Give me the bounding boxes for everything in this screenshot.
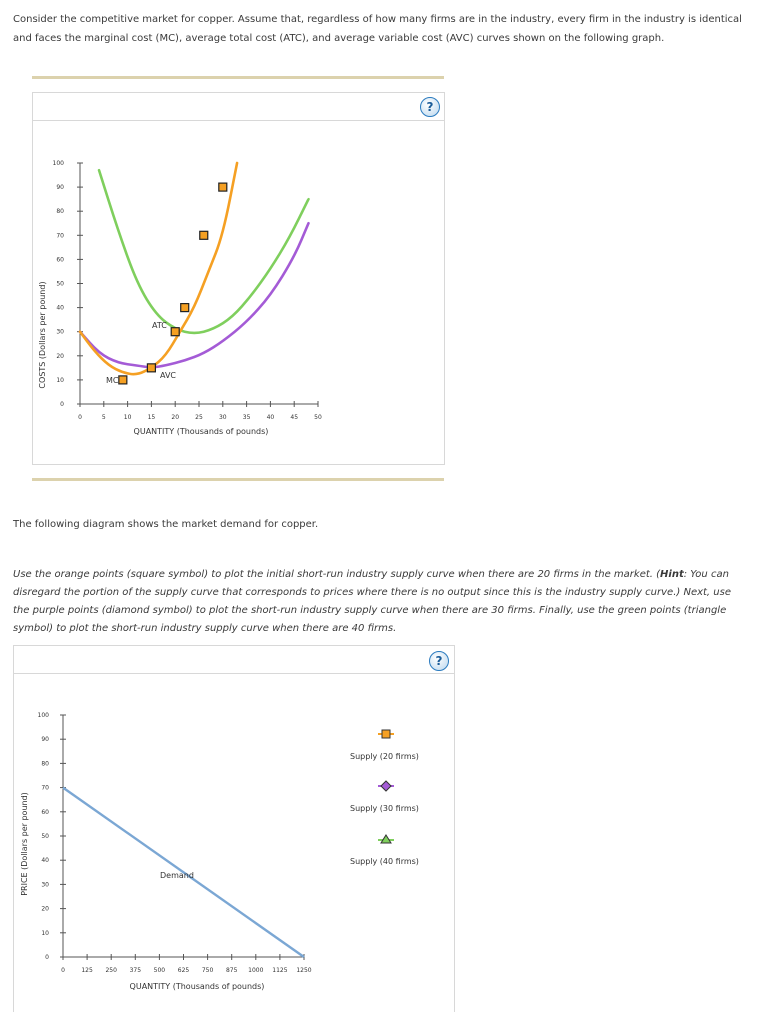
help-icon[interactable]: ?: [429, 651, 449, 671]
mc-point: [200, 231, 208, 239]
cost-x-tick-label: 25: [195, 414, 203, 421]
market-y-tick-label: 90: [41, 736, 49, 744]
supply-30-label: Supply (30 firms): [350, 804, 419, 813]
cost-y-tick-label: 30: [56, 328, 64, 336]
mc-point: [219, 183, 227, 191]
supply-30-tool[interactable]: [344, 778, 434, 818]
cost-axes: [53, 160, 322, 421]
avc-label: AVC: [160, 371, 177, 380]
market-x-tick-label: 1125: [272, 967, 288, 974]
market-y-tick-label: 70: [41, 784, 49, 792]
supply-40-tool[interactable]: [344, 831, 434, 871]
cost-x-axis-label: QUANTITY (Thousands of pounds): [133, 427, 269, 436]
mc-label: MC: [106, 376, 119, 385]
cost-x-tick-label: 45: [290, 414, 299, 421]
instructions: [13, 566, 733, 638]
market-x-tick-label: 1000: [248, 967, 264, 974]
market-x-tick-label: 500: [153, 967, 166, 974]
market-x-axis-label: QUANTITY (Thousands of pounds): [129, 982, 265, 991]
divider-bottom: [32, 478, 444, 481]
market-x-tick-label: 1250: [296, 967, 312, 974]
supply-20-label: Supply (20 firms): [350, 752, 419, 761]
cost-x-tick-label: 15: [147, 414, 156, 421]
mc-point: [147, 364, 155, 372]
cost-y-tick-label: 90: [56, 184, 64, 192]
cost-curves: [80, 163, 308, 374]
market-x-tick-label: 625: [177, 967, 190, 974]
supply-40-label: Supply (40 firms): [350, 857, 419, 866]
market-y-tick-label: 60: [41, 808, 49, 816]
market-y-tick-label: 0: [45, 954, 49, 961]
cost-x-tick-label: 50: [314, 414, 322, 421]
intro-text: Consider the competitive market for copper. Assume that, regardless of how many firms are in the industry, every firm in the industry is identical and faces the marginal cost (MC), average total cost (ATC), and average variable cost (AVC) curves shown on the following graph.: [13, 14, 742, 44]
square-icon: [382, 730, 390, 738]
cost-x-tick-label: 35: [242, 414, 251, 421]
cost-y-tick-label: 10: [56, 376, 64, 384]
atc-curve: [99, 170, 308, 333]
mc-points: [119, 183, 227, 384]
demand-note: The following diagram shows the market demand for copper.: [13, 519, 319, 530]
cost-y-tick-label: 0: [60, 401, 64, 408]
cost-x-tick-label: 40: [266, 414, 275, 421]
divider-top: [32, 76, 444, 79]
cost-y-tick-label: 70: [56, 232, 64, 240]
market-x-tick-label: 125: [81, 967, 93, 974]
cost-x-tick-label: 20: [171, 414, 180, 421]
market-y-tick-label: 20: [41, 905, 49, 913]
market-x-tick-label: 875: [225, 967, 238, 974]
market-y-tick-label: 10: [41, 929, 49, 937]
market-y-tick-label: 40: [41, 857, 49, 865]
market-y-tick-label: 30: [41, 881, 49, 889]
cost-y-tick-label: 80: [56, 208, 64, 216]
instructions-part1: Use the orange points (square symbol) to plot the initial short-run industry supply curve when there are 20 firms in the market. (: [13, 569, 661, 580]
market-x-tick-label: 375: [129, 967, 142, 974]
mc-point: [119, 376, 127, 384]
avc-curve: [80, 223, 308, 367]
atc-label: ATC: [152, 321, 167, 330]
instructions-part2: : You can disregard the portion of the supply curve that corresponds to prices where there is no output since this is the industry supply curve.) Next, use the purple points (diamond symbol) to plot the short-run industry supply curve when there are 30 firms. Finally, use the green points (triangle symbol) to plot the short-run industry supply curve when there are 40 firms.: [13, 569, 731, 634]
market-y-axis-label: PRICE (Dollars per pound): [20, 792, 29, 896]
market-x-tick-label: 750: [201, 967, 214, 974]
cost-y-tick-label: 100: [52, 160, 64, 167]
mc-curve: [80, 163, 237, 374]
supply-20-tool[interactable]: [344, 726, 434, 766]
cost-x-tick-label: 0: [78, 414, 82, 421]
cost-y-tick-label: 50: [56, 280, 64, 288]
mc-point: [171, 328, 179, 336]
market-chart[interactable]: [14, 646, 454, 1012]
cost-y-tick-label: 20: [56, 352, 64, 360]
diamond-icon: [381, 781, 391, 791]
help-icon[interactable]: ?: [420, 97, 440, 117]
cost-y-tick-label: 40: [56, 304, 64, 312]
cost-y-tick-label: 60: [56, 256, 64, 264]
cost-graph-panel: [32, 92, 445, 465]
market-graph-panel: [13, 645, 455, 1012]
market-y-tick-label: 80: [41, 760, 49, 768]
hint-label: Hint: [660, 569, 684, 580]
cost-x-tick-label: 30: [218, 414, 227, 421]
market-y-tick-label: 100: [37, 712, 49, 719]
cost-y-axis-label: COSTS (Dollars per pound): [38, 281, 47, 389]
cost-x-tick-label: 5: [101, 414, 106, 421]
mc-point: [181, 304, 189, 312]
cost-x-tick-label: 10: [123, 414, 132, 421]
cost-chart: [33, 93, 444, 464]
demand-label: Demand: [160, 871, 194, 880]
market-x-tick-label: 0: [61, 967, 65, 974]
market-y-tick-label: 50: [41, 833, 49, 840]
market-x-tick-label: 250: [105, 967, 117, 974]
